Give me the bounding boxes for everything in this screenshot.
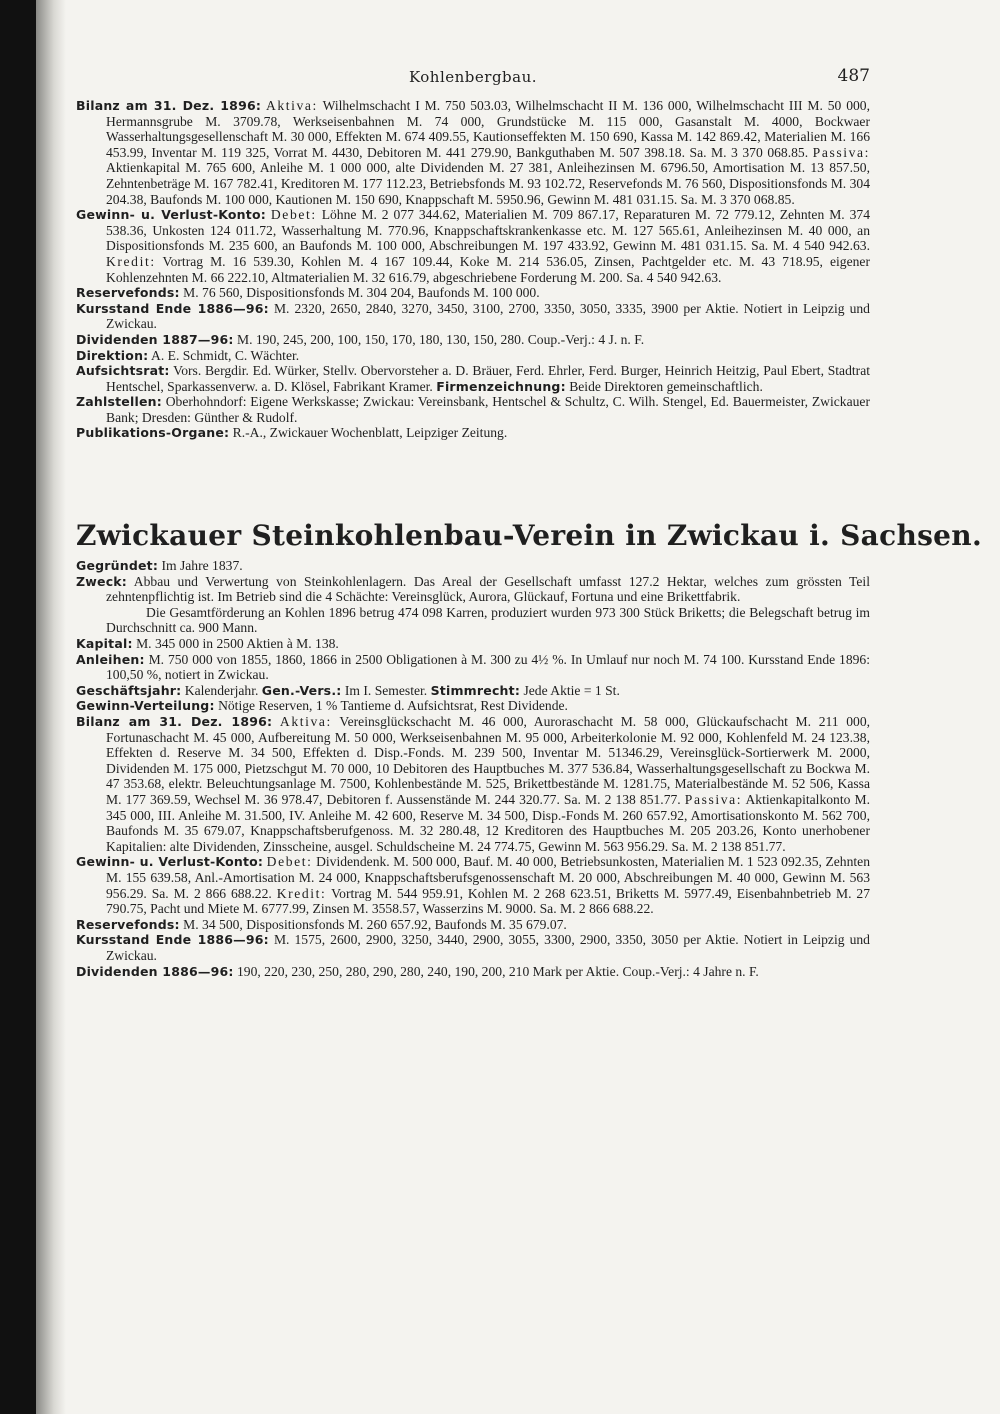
- scan-shadow: [36, 0, 66, 1414]
- bilanz-label-2: Bilanz am 31. Dez. 1896:: [76, 714, 273, 729]
- zweck-label: Zweck:: [76, 573, 128, 589]
- kursstand-label: Kursstand Ende 1886—96:: [76, 300, 269, 316]
- stimmrecht-label: Stimmrecht:: [430, 682, 521, 698]
- debet-text: Löhne M. 2 077 344.62, Materialien M. 709 867.17, Reparaturen M. 72 779.12, Zehnten M. 374 538.36, Unkosten 124 011.72, Wasserhaltung M. 770.96, Knappschaftskrankenkasse etc. M. 127 565.61, Anleihezinsen M. 40 000, an Dispositionsfonds M. 235 600, an Baufonds M. 100 000, Abschreibungen M. 197 433.92, Gewinn M. 481 031.15. Sa. M. 4 540 942.63.: [106, 207, 871, 254]
- gewinn-entry-2: [76, 854, 870, 916]
- passiva-label-2: Passiva:: [684, 791, 743, 807]
- section-kohlenbergbau-continued: [76, 98, 870, 441]
- gegruendet-entry: [76, 558, 870, 574]
- section-zwickauer-steinkohlenbau-verein: [76, 519, 982, 979]
- firmenzeichnung-text: Beide Direktoren gemeinschaftlich.: [569, 378, 763, 394]
- genvers-label: Gen.-Vers.:: [261, 682, 342, 698]
- reservefonds-label: Reservefonds:: [76, 285, 180, 301]
- gegruendet-label: Gegründet:: [76, 558, 159, 574]
- kursstand-entry-2: [76, 932, 870, 963]
- scan-edge: [0, 0, 36, 1414]
- aktiva-label-2: Aktiva:: [279, 714, 332, 729]
- direktion-text: A. E. Schmidt, C. Wächter.: [151, 347, 300, 363]
- reservefonds-entry: [76, 285, 870, 301]
- bilanz-entry: [76, 98, 870, 207]
- passiva-text-2: Aktienkapitalkonto M. 345 000, III. Anleihe M. 31.500, IV. Anleihe M. 42 600, Reserve M. 34 500, Disp.-Fonds M. 260 657.92, Amortisationskonto M. 562 700, Baufonds M. 35 679.07, Knappschaftsberufgenoss. M. 32 280.48, 12 Kreditoren des Hauptbuches M. 205 203.26, Konto unerhobener Kapitalien: alte Dividenden, Zinsscheine, ausgel. Schuldscheine M. 24 774.75, Gewinn M. 563 956.29. Sa. M. 2 138 851.77.: [106, 791, 870, 854]
- running-title: Kohlenbergbau.: [408, 68, 538, 86]
- kursstand-text: M. 2320, 2650, 2840, 3270, 3450, 3100, 2700, 3350, 3050, 3335, 3900 per Aktie. Notiert in Leipzig und Zwickau.: [106, 300, 870, 332]
- publikation-label: Publikations-Organe:: [76, 425, 230, 441]
- genvers-text: Im I. Semester.: [344, 682, 428, 698]
- reservefonds-text-2: M. 34 500, Dispositionsfonds M. 260 657.92, Baufonds M. 35 679.07.: [183, 916, 567, 932]
- reservefonds-text: M. 76 560, Dispositionsfonds M. 304 204, Baufonds M. 100 000.: [183, 285, 540, 301]
- aufsichtsrat-label: Aufsichtsrat:: [76, 363, 170, 379]
- zweck-text: Abbau und Verwertung von Steinkohlenlagern. Das Areal der Gesellschaft umfasst 127.2 Hektar, welches zum grössten Teil zehntenpflichtig ist. Im Betrieb sind die 4 Schächte: Vereinsglück, Aurora, Glückauf, Fortuna und eine Brikettfabrik.: [106, 573, 870, 605]
- geschaeftsjahr-text: Kalenderjahr.: [184, 682, 259, 698]
- aktiva-text: Wilhelmschacht I M. 750 503.03, Wilhelmschacht II M. 136 000, Wilhelmschacht III M. 50 000, Hermannsgrube M. 3709.78, Werkseisenbahnen M. 74 000, Grundstücke M. 115 000, Gasanstalt M. 4000, Bockwaer Wasserhaltungsgesellenschaft M. 30 000, Effekten M. 674 409.55, Kautionseffekten M. 150 690, Kassa M. 142 869.42, Materialien M. 166 453.99, Inventar M. 119 325, Vorrat M. 4430, Debitoren M. 441 279.90, Bankguthaben M. 507 398.18. Sa. M. 3 370 068.85.: [106, 98, 870, 160]
- kapital-label: Kapital:: [76, 636, 133, 652]
- kapital-entry: [76, 636, 870, 652]
- kursstand-label-2: Kursstand Ende 1886—96:: [76, 932, 269, 948]
- kredit-label-2: Kredit:: [276, 885, 327, 901]
- stimmrecht-text: Jede Aktie = 1 St.: [523, 682, 620, 698]
- zahlstellen-text: Oberhohndorf: Eigene Werkskasse; Zwickau: Vereinsbank, Hentschel & Schultz, C. Wilh. Stengel, Ed. Bauermeister, Zwickauer Bank; Dresden: Günther & Rudolf.: [106, 394, 870, 425]
- gewinn-verteilung-entry: [76, 698, 870, 714]
- dividenden-label-2: Dividenden 1886—96:: [76, 963, 234, 979]
- publikation-text: R.-A., Zwickauer Wochenblatt, Leipziger Zeitung.: [232, 425, 508, 441]
- debet-label: Debet:: [270, 207, 317, 223]
- direktion-label: Direktion:: [76, 347, 149, 363]
- kursstand-text-2: M. 1575, 2600, 2900, 3250, 3440, 2900, 3055, 3300, 2900, 3350, 3050 per Aktie. Notiert in Leipzig und Zwickau.: [106, 932, 870, 963]
- dividenden-entry: [76, 332, 870, 348]
- reservefonds-entry-2: [76, 917, 870, 933]
- running-head: [76, 68, 870, 98]
- document-page: [76, 66, 982, 979]
- section-gap: [76, 441, 870, 519]
- reservefonds-label-2: Reservefonds:: [76, 916, 180, 932]
- gewinn-verteilung-text: Nötige Reserven, 1 % Tantieme d. Aufsichtsrat, Rest Dividende.: [218, 698, 568, 714]
- anleihen-entry: [76, 652, 870, 683]
- kursstand-entry: [76, 301, 870, 332]
- dividenden-text: M. 190, 245, 200, 100, 150, 170, 180, 130, 150, 280. Coup.-Verj.: 4 J. n. F.: [236, 331, 645, 347]
- gewinn-label-2: Gewinn- u. Verlust-Konto:: [76, 854, 264, 870]
- gewinn-label: Gewinn- u. Verlust-Konto:: [76, 207, 266, 223]
- kredit-label: Kredit:: [106, 253, 156, 269]
- anleihen-text: M. 750 000 von 1855, 1860, 1866 in 2500 Obligationen à M. 300 zu 4½ %. In Umlauf nur noch M. 74 100. Kursstand Ende 1896: 100,50 %, notiert in Zwickau.: [106, 651, 871, 683]
- zahlstellen-label: Zahlstellen:: [76, 394, 162, 410]
- zahlstellen-entry: [76, 394, 870, 425]
- debet-label-2: Debet:: [266, 854, 313, 870]
- aktiva-label: Aktiva:: [265, 98, 318, 113]
- kapital-text: M. 345 000 in 2500 Aktien à M. 138.: [136, 636, 339, 652]
- dividenden-label: Dividenden 1887—96:: [76, 331, 234, 347]
- company-title: Zwickauer Steinkohlenbau-Verein in Zwickau i. Sachsen.: [76, 519, 982, 553]
- bilanz-entry-2: [76, 714, 870, 854]
- aufsichtsrat-text: Vors. Bergdir. Ed. Würker, Stellv. Obervorsteher a. D. Bräuer, Ferd. Ehrler, Ferd. Burger, Heinrich Heitzig, Paul Ebert, Stadtrat Hentschel, Sparkassenverw. a. D. Klösel, Fabrikant Kramer.: [106, 363, 871, 394]
- kredit-text: Vortrag M. 16 539.30, Kohlen M. 4 167 109.44, Koke M. 214 536.05, Zinsen, Pachtgelder etc. M. 43 718.95, eigener Kohlenzehnten M. 66 222.10, Altmaterialien M. 32 616.79, abgeschriebene Forderung M. 200. Sa. 4 540 942.63.: [106, 253, 870, 285]
- geschaeftsjahr-label: Geschäftsjahr:: [76, 682, 182, 698]
- dividenden-text-2: 190, 220, 230, 250, 280, 290, 280, 240, 190, 200, 210 Mark per Aktie. Coup.-Verj.: 4 Jahre n. F.: [236, 963, 759, 979]
- passiva-text: Aktienkapital M. 765 600, Anleihe M. 1 000 000, alte Dividenden M. 27 381, Anleihezinsen M. 6796.50, Amortisation M. 13 857.50, Zehntenbeträge M. 167 782.41, Kreditoren M. 177 112.23, Betriebsfonds M. 93 102.72, Reservefonds M. 76 560, Dispositionsfonds M. 304 204.38, Baufonds M. 100 000, Kautionen M. 150 690, Knappschaft M. 5950.96, Gewinn M. 481 031.15. Sa. M. 3 370 068.85.: [106, 160, 870, 207]
- geschaeftsjahr-entry: [76, 683, 870, 699]
- gewinn-entry: [76, 207, 870, 285]
- direktion-entry: [76, 348, 870, 364]
- aktiva-text-2: Vereinsglückschacht M. 46 000, Auroraschacht M. 58 000, Glückaufschacht M. 211 000, Fortunaschacht M. 45 000, Aufbereitung M. 50 000, Werkseisenbahnen M. 95 000, Arbeiterkolonie M. 92 000, Kohlenfeld M. 24 123.38, Effekten d. Reserve M. 34 500, Effekten d. Disp.-Fonds. M. 239 500, Inventar M. 51346.29, Vereinsglück-Sortierwerk M. 2000, Dividenden M. 175 000, Pietzschgut M. 70 000, 10 Debitoren des Hauptbuches M. 377 536.84, Wasserhaltungsgesellschaft zu Bockwa M. 47 353.68, elektr. Beleuchtungsanlage M. 7500, Kohlenbestände M. 525, Brikettbestände M. 1281.75, Materialbestände M. 52 506, Kassa M. 177 369.59, Wechsel M. 36 978.47, Debitoren f. Aussenstände M. 244 320.77. Sa. M. 2 138 851.77.: [106, 714, 871, 807]
- gegruendet-text: Im Jahre 1837.: [161, 558, 243, 574]
- kredit-text-2: Vortrag M. 544 959.91, Kohlen M. 2 268 623.51, Briketts M. 5977.49, Eisenbahnbetrieb M. 27 790.75, Pacht und Miete M. 6777.99, Zinsen M. 3558.57, Wasserzins M. 9000. Sa. M. 2 866 688.22.: [106, 885, 870, 917]
- foerderung-paragraph: Die Gesamtförderung an Kohlen 1896 betrug 474 098 Karren, produziert wurden 973 300 Stück Briketts; die Belegschaft betrug im Durchschnitt ca. 900 Mann.: [106, 604, 870, 636]
- publikation-entry: [76, 425, 870, 441]
- bilanz-label: Bilanz am 31. Dez. 1896:: [76, 98, 262, 113]
- dividenden-entry-2: [76, 964, 870, 980]
- firmenzeichnung-label: Firmenzeichnung:: [436, 378, 566, 394]
- passiva-label: Passiva:: [812, 144, 871, 160]
- gewinn-verteilung-label: Gewinn-Verteilung:: [76, 698, 215, 714]
- zweck-entry: [76, 574, 870, 605]
- anleihen-label: Anleihen:: [76, 651, 145, 667]
- page-number: 487: [837, 66, 870, 86]
- aufsichtsrat-entry: [76, 363, 870, 394]
- debet-text-2: Dividendenk. M. 500 000, Bauf. M. 40 000, Betriebsunkosten, Materialien M. 1 523 092.35, Zehnten M. 155 639.58, Anl.-Amortisation M. 24 000, Knappschaftsberufsgenossenschaft M. 20 000, Abschreibungen M. 40 000, Gewinn M. 563 956.29. Sa. M. 2 866 688.22.: [106, 854, 870, 901]
